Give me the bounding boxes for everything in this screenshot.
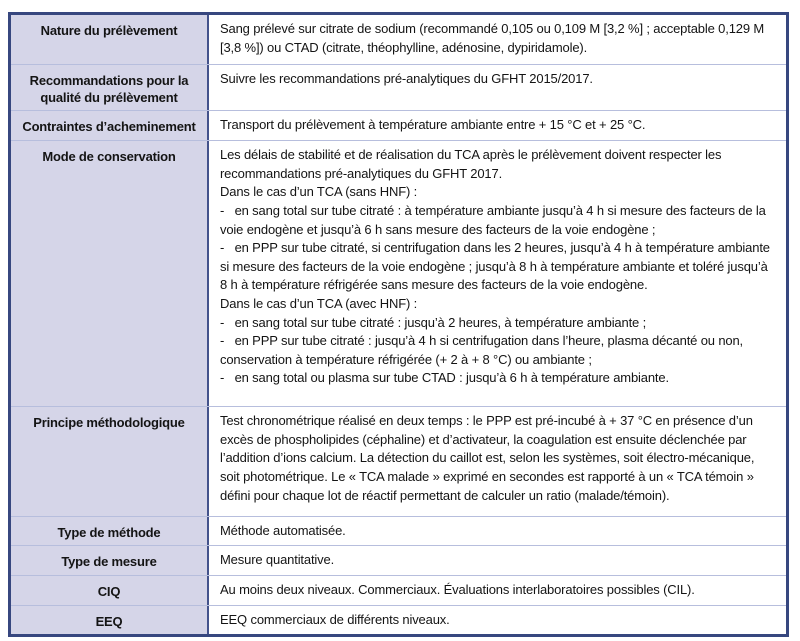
row-paragraph: Sang prélevé sur citrate de sodium (recommandé 0,105 ou 0,109 M [3,2 %] ; acceptable 0,129 M [3,8 %]) ou CTAD (citrate, théophylline, adénosine, dypiridamole).	[220, 21, 765, 55]
row-paragraph: Test chronométrique réalisé en deux temps : le PPP est pré-incubé à + 37 °C en présence d’un excès de phospholipides (céphaline) et d’activateur, la coagulation est ensuite déclenchée par l’addition d’ions calcium. La détection du caillot est, selon les systèmes, soit électro-mécanique, soit photométrique. Le « TCA malade » exprimé en secondes est rapporté à un « TCA témoin » défini pour chaque lot de réactif permettant de calculer un ratio (malade/témoin).	[220, 413, 755, 503]
row-paragraph: Mesure quantitative.	[220, 552, 335, 568]
row-paragraph: Dans le cas d’un TCA (avec HNF) :	[220, 295, 418, 311]
row-paragraph: Au moins deux niveaux. Commerciaux. Évaluations interlaboratoires possibles (CIL).	[220, 581, 695, 597]
row-value	[209, 65, 786, 110]
table-row	[11, 15, 786, 64]
table-row	[11, 64, 786, 110]
row-label: Type de méthode	[11, 517, 209, 545]
row-value	[209, 15, 786, 64]
row-label: EEQ	[11, 606, 209, 634]
table-row	[11, 140, 786, 406]
row-paragraph: - en sang total sur tube citraté : à température ambiante jusqu’à 4 h si mesure des facteurs de la voie endogène et jusqu’à 6 h sans mesure des facteurs de la voie endogène ;	[220, 203, 766, 237]
row-value	[209, 111, 786, 140]
row-paragraph: - en PPP sur tube citraté, si centrifugation dans les 2 heures, jusqu’à 4 h à température ambiante si mesure des facteurs de la voie endogène ; jusqu’à 8 h à température ambiante et toléré jusqu’à 8 h à température réfrigérée sans mesure des facteurs de la voie endogène.	[220, 240, 770, 293]
row-paragraph: - en sang total ou plasma sur tube CTAD : jusqu’à 6 h à température ambiante.	[220, 370, 669, 386]
table-row	[11, 516, 786, 545]
row-paragraph: - en PPP sur tube citraté : jusqu’à 4 h si centrifugation dans l’heure, plasma décanté ou non, conservation à température réfrigérée (+ 2 à + 8 °C) ou ambiante ;	[220, 333, 744, 367]
row-label: Principe méthodologique	[11, 407, 209, 516]
row-label: CIQ	[11, 576, 209, 605]
row-paragraph: Suivre les recommandations pré-analytiques du GFHT 2015/2017.	[220, 71, 593, 86]
row-label: Mode de conservation	[11, 141, 209, 406]
table-row	[11, 605, 786, 634]
row-paragraph: Les délais de stabilité et de réalisation du TCA après le prélèvement doivent respecter les recommandations pré-analytiques du GFHT 2017.	[220, 147, 722, 181]
row-paragraph: EEQ commerciaux de différents niveaux.	[220, 611, 450, 627]
row-label: Nature du prélèvement	[11, 15, 209, 64]
row-paragraph: Transport du prélèvement à température ambiante entre + 15 °C et + 25 °C.	[220, 117, 646, 133]
row-value	[209, 407, 786, 516]
row-value	[209, 576, 786, 605]
table-row	[11, 110, 786, 140]
tca-characteristics-table	[8, 12, 789, 637]
row-label: Type de mesure	[11, 546, 209, 574]
row-value	[209, 606, 786, 634]
row-paragraph: - en sang total sur tube citraté : jusqu’à 2 heures, à température ambiante ;	[220, 314, 647, 330]
row-paragraph: Méthode automatisée.	[220, 523, 346, 539]
table-row	[11, 575, 786, 605]
table-row	[11, 545, 786, 574]
row-value	[209, 546, 786, 574]
row-label: Recommandations pour la qualité du prélèvement	[11, 65, 209, 110]
row-value	[209, 141, 786, 406]
row-label: Contraintes d’acheminement	[11, 111, 209, 140]
table-row	[11, 406, 786, 516]
row-paragraph: Dans le cas d’un TCA (sans HNF) :	[220, 184, 418, 200]
row-value	[209, 517, 786, 545]
